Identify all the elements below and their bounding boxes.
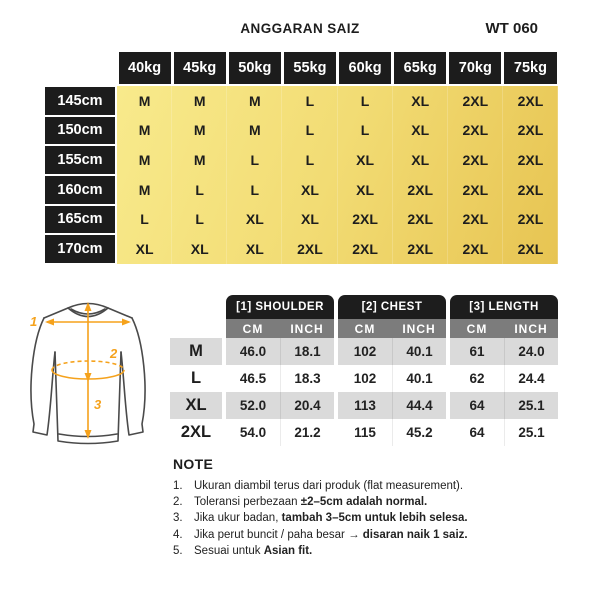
matrix-cell: 2XL <box>503 86 558 116</box>
note-text-normal: Jika perut buncit / paha besar → <box>194 528 363 541</box>
height-label: 165cm <box>45 206 115 234</box>
note-text-normal: Jika ukur badan, <box>194 512 282 525</box>
tab-length: [3] LENGTH <box>450 295 558 319</box>
matrix-cell: 2XL <box>503 145 558 175</box>
matrix-cell: L <box>227 145 282 175</box>
size-label: 2XL <box>170 419 222 446</box>
matrix-cell: 2XL <box>503 175 558 205</box>
matrix-cell: 2XL <box>448 205 503 235</box>
matrix-cell: XL <box>117 234 172 264</box>
note-text-bold: tambah 3–5cm untuk lebih selesa. <box>281 512 468 525</box>
note-text <box>194 527 468 543</box>
weight-header: 75kg <box>504 52 556 84</box>
unit-header: CM <box>242 321 264 336</box>
matrix-cell: XL <box>282 175 337 205</box>
notes-section <box>173 456 573 559</box>
matrix-cell: XL <box>338 145 393 175</box>
value-cell: 24.0 <box>504 338 558 365</box>
matrix-cell: 2XL <box>503 205 558 235</box>
value-cell: 21.2 <box>280 419 334 446</box>
matrix-cell: M <box>117 86 172 116</box>
matrix-cell: 2XL <box>448 175 503 205</box>
table-row <box>170 392 558 419</box>
value-cell: 46.0 <box>239 344 267 359</box>
product-code: WT 060 <box>485 20 538 37</box>
matrix-cell: L <box>282 116 337 146</box>
weight-header: 65kg <box>394 52 446 84</box>
value-cell: 18.1 <box>280 338 334 365</box>
matrix-cell: L <box>338 86 393 116</box>
list-item <box>173 494 573 510</box>
unit-header: CM <box>466 321 488 336</box>
marker-3: 3 <box>94 397 102 412</box>
matrix-cell: 2XL <box>448 116 503 146</box>
matrix-cell: L <box>172 175 227 205</box>
note-number: 3. <box>173 512 183 525</box>
size-label: XL <box>170 392 222 419</box>
matrix-cell: 2XL <box>282 234 337 264</box>
table-row <box>170 365 558 392</box>
height-label: 170cm <box>45 235 115 263</box>
unit-header: INCH <box>402 321 436 336</box>
unit-header: INCH <box>290 321 324 336</box>
value-cell: 40.1 <box>392 338 446 365</box>
matrix-cell: M <box>117 145 172 175</box>
note-text-normal: Ukuran diambil terus dari produk (flat measurement). <box>194 480 464 492</box>
list-item <box>173 543 573 559</box>
note-number: 4. <box>173 528 183 541</box>
matrix-cell: M <box>117 116 172 146</box>
size-grid <box>117 86 558 264</box>
unit-header: CM <box>354 321 376 336</box>
matrix-cell: 2XL <box>448 234 503 264</box>
value-cell: 102 <box>353 344 377 359</box>
value-cell: 25.1 <box>504 419 558 446</box>
note-number: 1. <box>173 480 183 492</box>
matrix-cell: L <box>282 86 337 116</box>
matrix-cell: M <box>172 116 227 146</box>
matrix-cell: L <box>172 205 227 235</box>
garment-measurement-diagram <box>24 292 166 460</box>
note-text-normal: Sesuai untuk <box>194 544 264 557</box>
matrix-cell: XL <box>393 145 448 175</box>
matrix-body <box>45 86 558 264</box>
unit-pair <box>450 319 558 338</box>
value-cell: 113 <box>354 398 376 413</box>
value-cell: 20.4 <box>280 392 334 419</box>
matrix-cell: M <box>117 175 172 205</box>
matrix-cell: 2XL <box>393 175 448 205</box>
table-row <box>170 419 558 446</box>
note-text <box>194 478 463 494</box>
matrix-cell: XL <box>338 175 393 205</box>
page-title: ANGGARAN SAIZ <box>240 21 360 36</box>
note-text-bold: disaran naik 1 saiz. <box>362 528 468 541</box>
value-cell: 24.4 <box>504 365 558 392</box>
matrix-cell: XL <box>227 205 282 235</box>
matrix-cell: L <box>227 175 282 205</box>
matrix-cell: 2XL <box>338 205 393 235</box>
height-label: 145cm <box>45 87 115 115</box>
matrix-cell: M <box>172 145 227 175</box>
size-matrix <box>45 52 558 264</box>
matrix-cell: M <box>172 86 227 116</box>
note-text <box>194 543 312 559</box>
value-cell: 115 <box>354 425 376 440</box>
matrix-cell: 2XL <box>338 234 393 264</box>
value-cell: 64 <box>469 425 485 440</box>
height-label: 150cm <box>45 117 115 145</box>
weight-header: 70kg <box>449 52 501 84</box>
marker-2: 2 <box>110 346 118 361</box>
weight-header: 50kg <box>229 52 281 84</box>
value-cell: 64 <box>469 398 485 413</box>
value-cell: 25.1 <box>504 392 558 419</box>
value-cell: 54.0 <box>239 425 267 440</box>
matrix-cell: M <box>227 116 282 146</box>
value-cell: 52.0 <box>239 398 267 413</box>
matrix-cell: XL <box>393 116 448 146</box>
tab-shoulder: [1] SHOULDER <box>226 295 334 319</box>
weight-header-row <box>117 52 558 84</box>
matrix-cell: 2XL <box>393 234 448 264</box>
notes-heading: NOTE <box>173 456 214 472</box>
height-label-column <box>45 86 115 264</box>
value-cell: 18.3 <box>280 365 334 392</box>
measurement-table <box>170 295 558 446</box>
note-number: 2. <box>173 496 183 509</box>
size-label: M <box>170 338 222 365</box>
note-number: 5. <box>173 544 183 557</box>
note-text-normal: Toleransi perbezaan <box>194 496 301 509</box>
value-cell: 44.4 <box>392 392 446 419</box>
matrix-cell: L <box>338 116 393 146</box>
value-cell: 45.2 <box>392 419 446 446</box>
height-label: 160cm <box>45 176 115 204</box>
height-label: 155cm <box>45 146 115 174</box>
measure-annotations <box>30 302 131 439</box>
weight-header: 55kg <box>284 52 336 84</box>
marker-1: 1 <box>30 314 38 329</box>
table-row <box>170 338 558 365</box>
matrix-cell: XL <box>282 205 337 235</box>
matrix-cell: L <box>282 145 337 175</box>
list-item <box>173 527 573 543</box>
matrix-cell: XL <box>172 234 227 264</box>
unit-pair <box>226 319 334 338</box>
value-cell: 62 <box>469 371 485 386</box>
list-item <box>173 510 573 526</box>
matrix-cell: 2XL <box>393 205 448 235</box>
value-cell: 46.5 <box>239 371 267 386</box>
matrix-cell: XL <box>227 234 282 264</box>
unit-header: INCH <box>514 321 548 336</box>
list-item <box>173 478 573 494</box>
matrix-cell: L <box>117 205 172 235</box>
value-cell: 40.1 <box>392 365 446 392</box>
weight-header: 40kg <box>119 52 171 84</box>
note-text <box>194 494 427 510</box>
size-label: L <box>170 365 222 392</box>
matrix-cell: 2XL <box>503 116 558 146</box>
weight-header: 45kg <box>174 52 226 84</box>
unit-header-row <box>226 319 558 338</box>
note-text-bold: Asian fit. <box>263 544 313 557</box>
note-text-bold: ±2–5cm adalah normal. <box>300 496 428 509</box>
unit-pair <box>338 319 446 338</box>
matrix-cell: 2XL <box>448 86 503 116</box>
matrix-cell: M <box>227 86 282 116</box>
value-cell: 102 <box>353 371 377 386</box>
matrix-cell: XL <box>393 86 448 116</box>
note-text <box>194 510 468 526</box>
matrix-cell: 2XL <box>503 234 558 264</box>
tab-chest: [2] CHEST <box>338 295 446 319</box>
matrix-cell: 2XL <box>448 145 503 175</box>
value-cell: 61 <box>469 344 485 359</box>
measure-tabs-row <box>226 295 558 319</box>
weight-header: 60kg <box>339 52 391 84</box>
